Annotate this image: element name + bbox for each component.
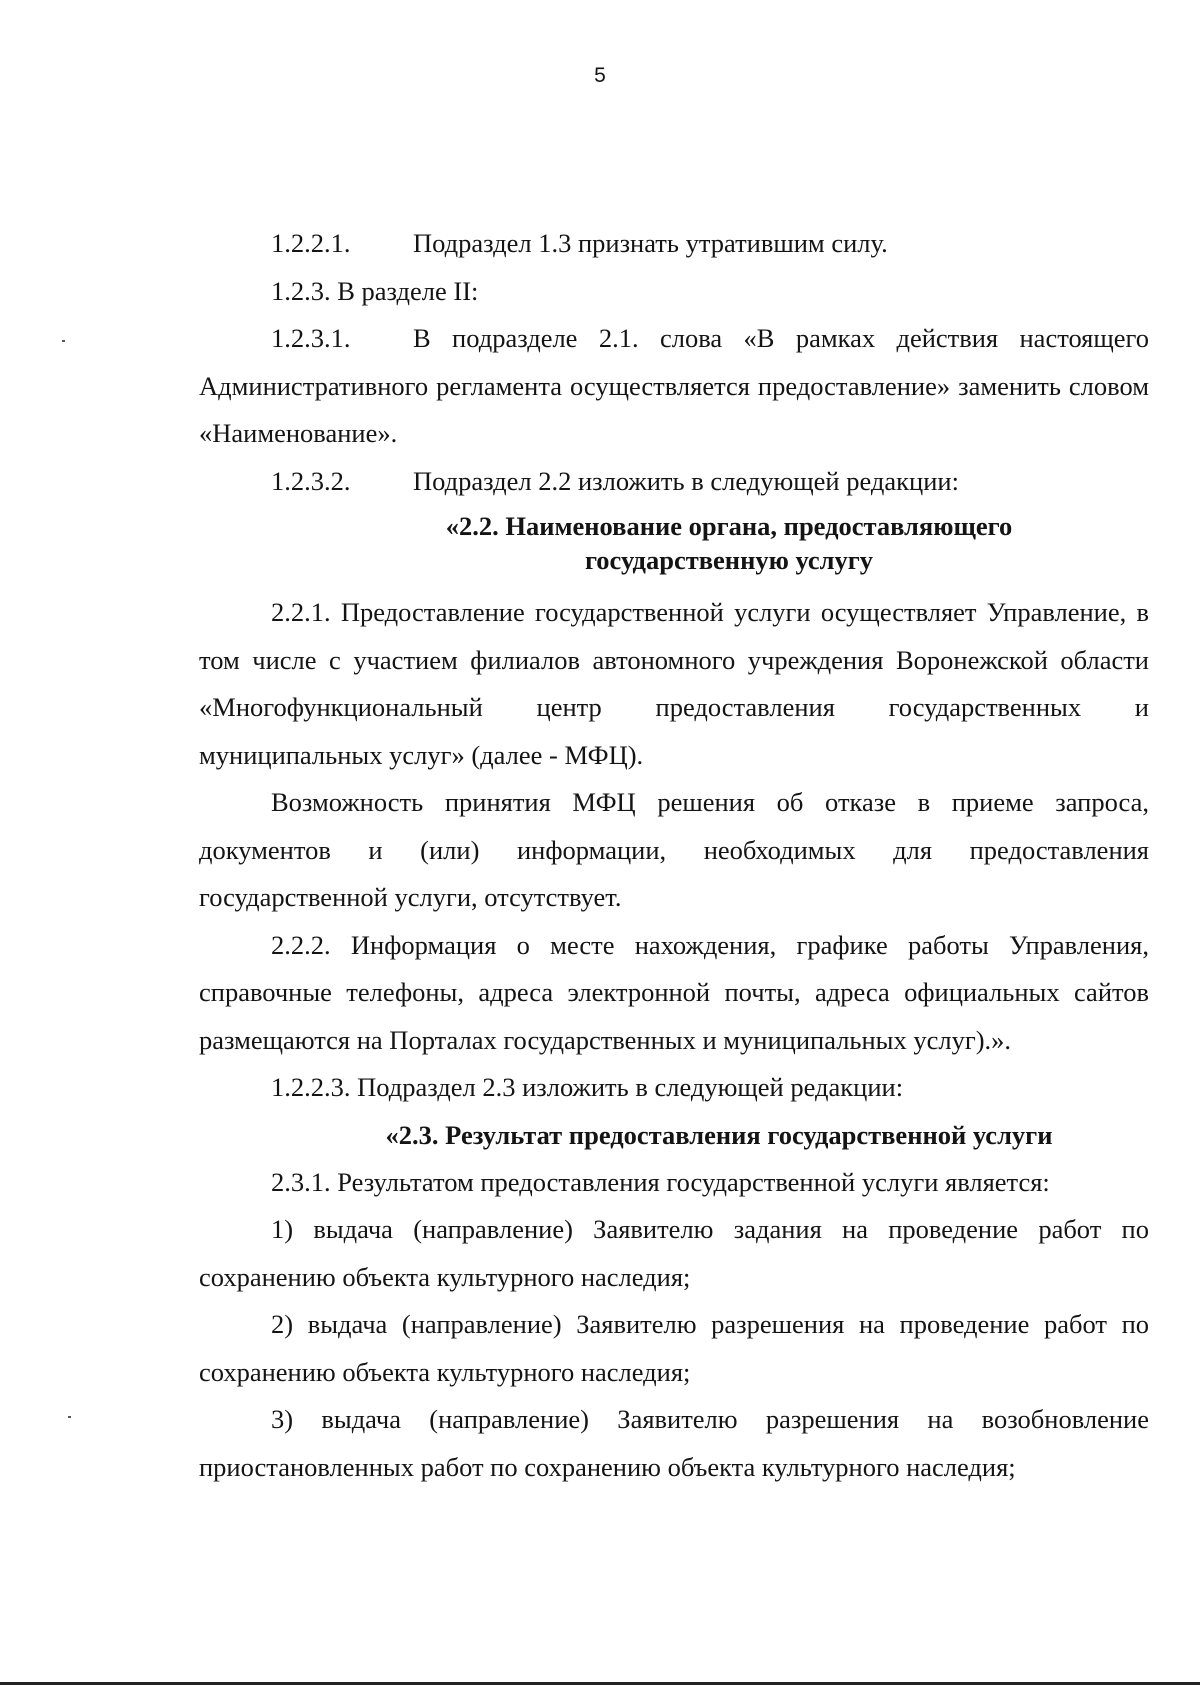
document-body — [199, 220, 1149, 1491]
paragraph-text: В подразделе 2.1. слова «В рамках действия настоящего Административного регламента осуществляется предоставление» заменить словом «Наименование». — [199, 323, 1149, 448]
paragraph-1-2-2-1 — [199, 220, 1149, 268]
paragraph-number: 1.2.2.1. — [271, 228, 351, 258]
paragraph-text: Подраздел 1.3 признать утратившим силу. — [413, 228, 888, 258]
paragraph-2-2-2: 2.2.2. Информация о месте нахождения, графике работы Управления, справочные телефоны, адреса электронной почты, адреса официальных сайтов размещаются на Порталах государственных и муниципальных услуг).». — [199, 929, 1149, 1055]
page-number: 5 — [594, 64, 606, 87]
heading-line-1: «2.2. Наименование органа, предоставляющего — [445, 511, 1013, 541]
list-item-3: 3) выдача (направление) Заявителю разрешения на возобновление приостановленных работ по сохранению объекта культурного наследия; — [199, 1404, 1149, 1482]
list-item-1: 1) выдача (направление) Заявителю задания на проведение работ по сохранению объекта культурного наследия; — [199, 1214, 1149, 1292]
paragraph-1-2-2-3: 1.2.2.3. Подраздел 2.3 изложить в следующей редакции: — [271, 1072, 904, 1102]
scan-speck — [62, 340, 65, 342]
paragraph-text: Подраздел 2.2 изложить в следующей редакции: — [413, 465, 959, 496]
section-heading-2-3: «2.3. Результат предоставления государственной услуги — [385, 1119, 1053, 1150]
paragraph-1-2-3-1 — [199, 315, 1149, 458]
paragraph-number: 1.2.3.1. — [271, 323, 351, 353]
paragraph-2-2-1: 2.2.1. Предоставление государственной услуги осуществляет Управление, в том числе с участием филиалов автономного учреждения Воронежской области «Многофункциональный центр предоставления государственных и муниципальных услуг» (далее - МФЦ). — [199, 597, 1149, 770]
section-heading-2-2 — [199, 509, 1149, 577]
paragraph-mfc-refusal: Возможность принятия МФЦ решения об отказе в приеме запроса, документов и (или) информации, необходимых для предоставления государственной услуги, отсутствует. — [199, 787, 1149, 912]
paragraph-number: 1.2.3.2. — [271, 465, 351, 496]
paragraph-2-3-1: 2.3.1. Результатом предоставления государственной услуги является: — [271, 1166, 1050, 1197]
scan-speck — [68, 1416, 71, 1418]
heading-line-2: государственную услугу — [584, 545, 874, 575]
scan-edge-line — [0, 1682, 1200, 1685]
paragraph-1-2-3-2 — [199, 458, 1149, 506]
list-item-2: 2) выдача (направление) Заявителю разрешения на проведение работ по сохранению объекта культурного наследия; — [199, 1309, 1149, 1387]
paragraph-1-2-3: 1.2.3. В разделе II: — [271, 275, 479, 306]
